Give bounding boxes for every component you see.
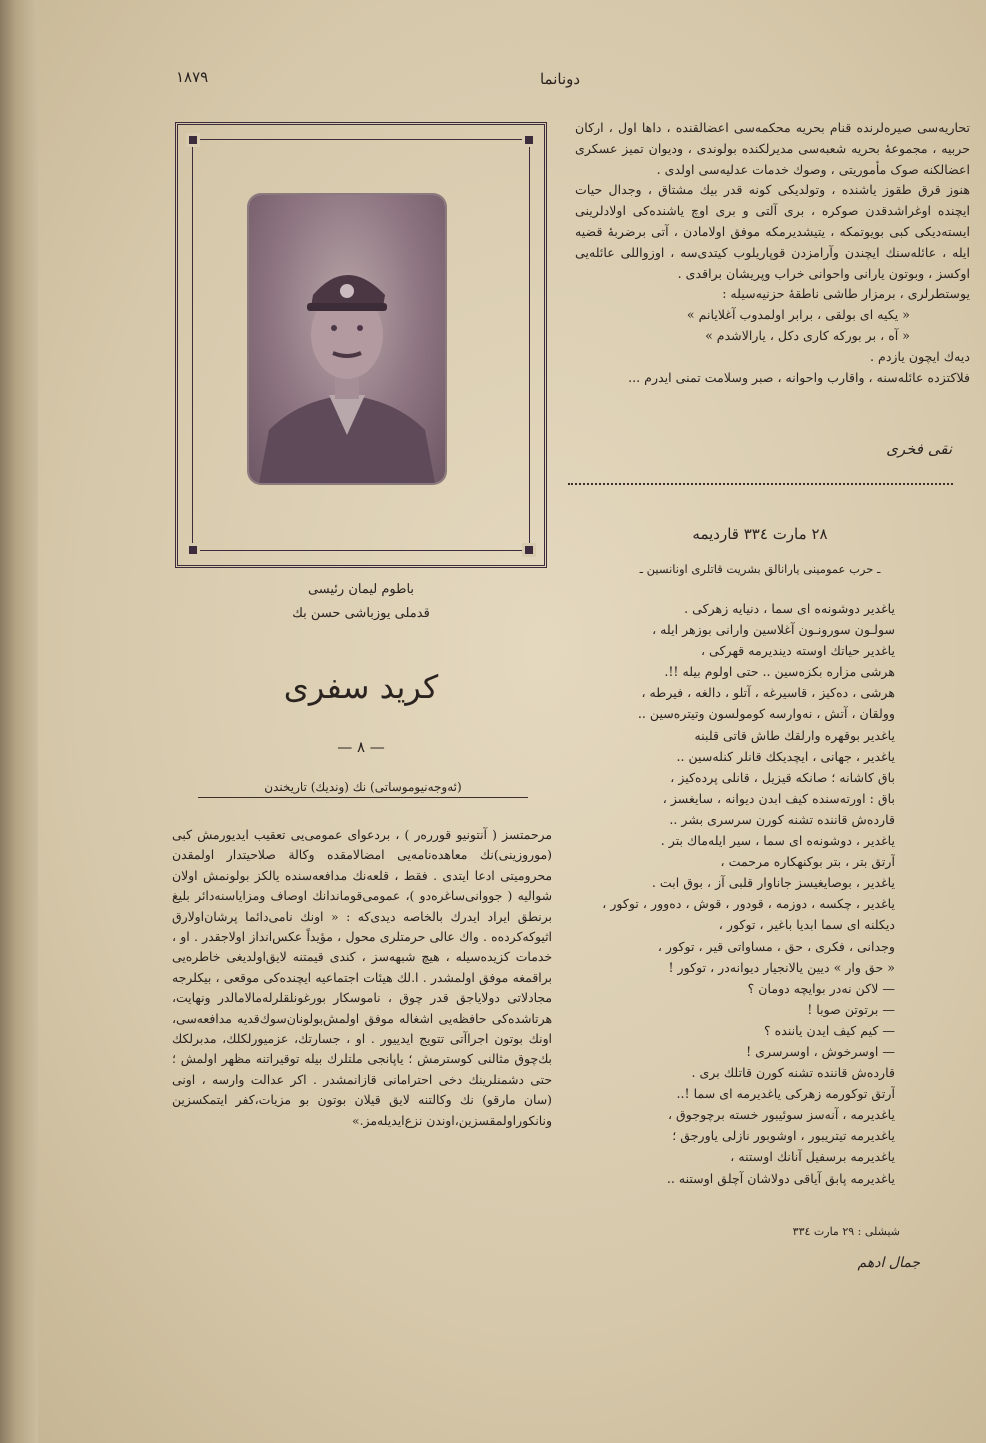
poem-signature: جمال ادهم (857, 1255, 920, 1271)
running-head: دونانما (539, 70, 581, 88)
obituary-paragraph: هنوز قرق طقوز یاشنده ، وتولدیکی کونه قدر بیك مشتاق ، وجدال حیات ایچنده اوغراشدقدن صوکره ، بری آلتی و بری اوچ یاشنده‌کی اولادلرینی ایسته‌دیکی کبی بویوتمکه ، یتیشدیرمکه موفق اولامادن ، آتی برضربهٔ قضیه ایله ، عائله‌سنك ایچندن وآرامزدن قوپاریلوب کیتدی‌سه ، اوزواللی عائله‌یی اوکسز ، وبوتون یارانی واحوانی خراب وپریشان براقدی . (575, 182, 970, 281)
closing-line: دیه‌ك ایچون یازدم . (870, 348, 970, 364)
obituary-body (575, 118, 970, 305)
poem-line: یاغدیر ، دوشونه‌ه ای سما ، سیر ایلەماك بتر . (660, 833, 895, 849)
closing-line: فلاکتزده عائله‌سنه ، واقارب واحوانه ، صبر وسلامت تمنی ایدرم ... (628, 369, 970, 385)
portrait-frame (175, 122, 547, 568)
article-subtitle: (ئەوجەنیوموساتی) نك (ونديك) تاریخندن (198, 780, 528, 798)
poem-line: باق : اورتەسنده کیف ابدن دیوانه ، سایغسز ، (662, 790, 895, 806)
poem-line: — کیم کیف ایدن یاننده ؟ (763, 1022, 895, 1038)
portrait-photo (249, 195, 445, 483)
obituary-signature: نقی فخری (886, 440, 952, 458)
poem-line: یاغدیر ، چکسه ، دوزمه ، قودور ، قوش ، دەوور ، توکور ، (602, 896, 895, 912)
poem-body (565, 598, 895, 1189)
poem-date-heading: ۲۸ مارت ۳۳٤ قاردیمه (692, 525, 828, 543)
poem-line: باق کاشانه ؛ صانکه قیزیل ، قانلی پردەکیز ، (670, 769, 895, 785)
epitaph-quote (575, 305, 970, 347)
poem-line: هرشی مزاره بکزه‌سین .. حتی اولوم بیله !!. (664, 664, 895, 680)
poem-line: آرتق بتر ، بتر بوکنهکاره مرحمت ، (720, 854, 895, 870)
frame-corner-ornament (186, 133, 200, 147)
obituary-paragraph: تحاریه‌سی صیره‌لرنده قنام بحریه محکمه‌سی اعضالقنده ، داها اول ، ارکان حربیه ، مجموعهٔ بحریه شعبه‌سی مدیرلکنده بولوندی ، ودیوان تمیز عسکری اعضالکنه صوک مأموریتی ، وصوك خدمات عدلیه‌سی اولدی . (575, 120, 970, 177)
article-title: کرید سفری (283, 668, 439, 706)
poem-line: یاغدیر دوشونه‌ه ای سما ، دنیایه زهرکی . (684, 601, 895, 616)
page-binding-shadow (0, 0, 38, 1443)
poem-line: « حق وار » دیین یالانجیار دیوانەدر ، توکور ! (668, 959, 895, 975)
poem-line: — برتوتن صوبا ! (807, 1001, 895, 1017)
caption-name: قدملی یوزباشی حسن بك (292, 606, 430, 621)
portrait-photo-illustration (249, 195, 445, 483)
poem-line: — لاکن نەدر بوایچه دومان ؟ (747, 980, 895, 996)
poem-line: یاغدیرمه برسفیل آنانك اوستنه ، (730, 1149, 895, 1165)
page-number: ۱۸۷۹ (176, 68, 209, 86)
frame-corner-ornament (522, 133, 536, 147)
poem-line: یاغدیرمه ، آنەسز سوئیبور خسته برچوجوق ، (667, 1107, 895, 1123)
poem-line: قاردەش قاننده تشنه کورن سرسری بشر .. (669, 811, 895, 827)
epitaph-line: « یکیه ای بولقی ، برابر اولمدوب آغلایانم » (686, 307, 910, 323)
poem-place-date: شیشلی : ۲۹ مارت ۳۳٤ (792, 1225, 900, 1238)
poem-line: آرتق توکورمه زهرکی یاغدیرمه ای سما !.. (676, 1086, 895, 1102)
article-paragraph: مرحمتسز ( آنتونیو قوررەر ) ، بردعوای عمومی‌یی تعقیب ایدیورمش کبی (موروزینی)نك معاهدەنامەیی امضالامقده وکالة صلاحیتدار اولمقدن محرومیتی ادعا ایتدی . فقط ، قلعەنك مدافعەسنده یالکز بولونمش اولان شوالیه ( جووانی‌ساغرەدو )، عمومی‌قوماندانك اوصاف ومزایاسنه‌دائر بلیغ برنطق ایراد ایدرك بالخاصه دیدی‌که : « اونك نامی‌دائما پرشان‌اولارق اثیوکەکردەه . واك عالی حرمتلری محول ، مؤیداً عکس‌انداز اولاجقدر . او ، خدمات کزیدەسیله ، هیچ شبهەسز ، کندی قیمتنه لایق‌اولدیغی خاطرەیی براقمغه موفق اولمشدر . ا.لك هیئات اجتماعیه ایچندەکی موقعی ، بیکلرجه مجادلاتی دولایاجق قدر چوق ، ناموسکار بورغونلقلرلەمالامالدر ونهایت، هرتاشدەکی حافظەیی اشغاله موفق اولمش‌بولونان‌سوك‌قدیه مدافعەسی، اونك بوتون اجراآتی تتویج ایدییور . او ، جسارتك، عزمیورلكلك، مدبرلكك بك‌چوق مثالنی کوسترمش ؛ یاپانجی ملتلرك بیله توقیراتنه مظهر اولمش ؛ حتی دشمنلرینك دخی احترامانی قازانمشدر . اکر عدالت وارسه ، اونی (سان مارقو) نك وکالتنه لایق قیلان بوتون بو مزیات،کفر ایتمکسزین ونانکوراولمقسزین،اوندن نزع‌ایدیلەمز.» (172, 827, 552, 1128)
poem-line: یاغدیر بوقهره وارلقك طاش قاتی قلبنه (694, 727, 895, 743)
poem-line: یاغدیرمه پابق آیاقی دولاشان آچلق اوستنه .. (666, 1170, 895, 1186)
poem-line: وجدانی ، فکری ، حق ، مساواتی قیر ، توکور ، (657, 938, 895, 954)
poem-line: هرشی ، دەکیز ، قاسیرغه ، آتلو ، دالغه ، فیرطه ، (641, 685, 895, 701)
poem-line: سولـون سورونـون آغلاسین وارانی بوزهر ایله ، (652, 622, 895, 638)
caption-title: باطوم لیمان رئیسی (307, 582, 415, 597)
poem-line: یاغدیر ، جهانی ، ایچدیکك قانلر کنلەسین .. (676, 748, 895, 764)
frame-corner-ornament (186, 543, 200, 557)
obituary-closing (575, 347, 970, 389)
poem-line: یاغدیر ، بوصایغیسز جاناوار قلبی آز ، بوق ابت . (651, 875, 895, 891)
poem-line: قاردەش قاننده تشنه کورن قاتلك بری . (691, 1065, 895, 1081)
poem-line: دیکلنه ای سما ابدیا باغیر ، توکور ، (718, 917, 895, 933)
poem-subtitle: ـ حرب عمومینی یارانالق بشریت قاتلری اونانسین ـ (639, 562, 881, 576)
portrait-caption (175, 578, 547, 626)
epitaph-line: « آه ، بر بورکه کاری دکل ، یارالاشدم » (705, 327, 910, 343)
frame-corner-ornament (522, 543, 536, 557)
article-part-number: — ۸ — (337, 738, 385, 756)
poem-line: یاغدیرمه تیتریبور ، اوشوبور نازلی یاورجق ؛ (672, 1128, 895, 1144)
article-body (172, 825, 552, 1131)
poem-line: یاغدیر حیاتك اوسته دیندیرمه قهرکی ، (700, 643, 895, 659)
obituary-column (575, 118, 970, 388)
section-divider (568, 483, 953, 485)
poem-line: — اوسرخوش ، اوسرسری ! (746, 1043, 895, 1059)
poem-line: وولقان ، آتش ، نەوارسه کومولسون وتیترەسین .. (637, 706, 895, 722)
obituary-paragraph: یوستطرلری ، برمزار طاشی ناطقهٔ حزنیه‌سیله : (722, 286, 970, 302)
